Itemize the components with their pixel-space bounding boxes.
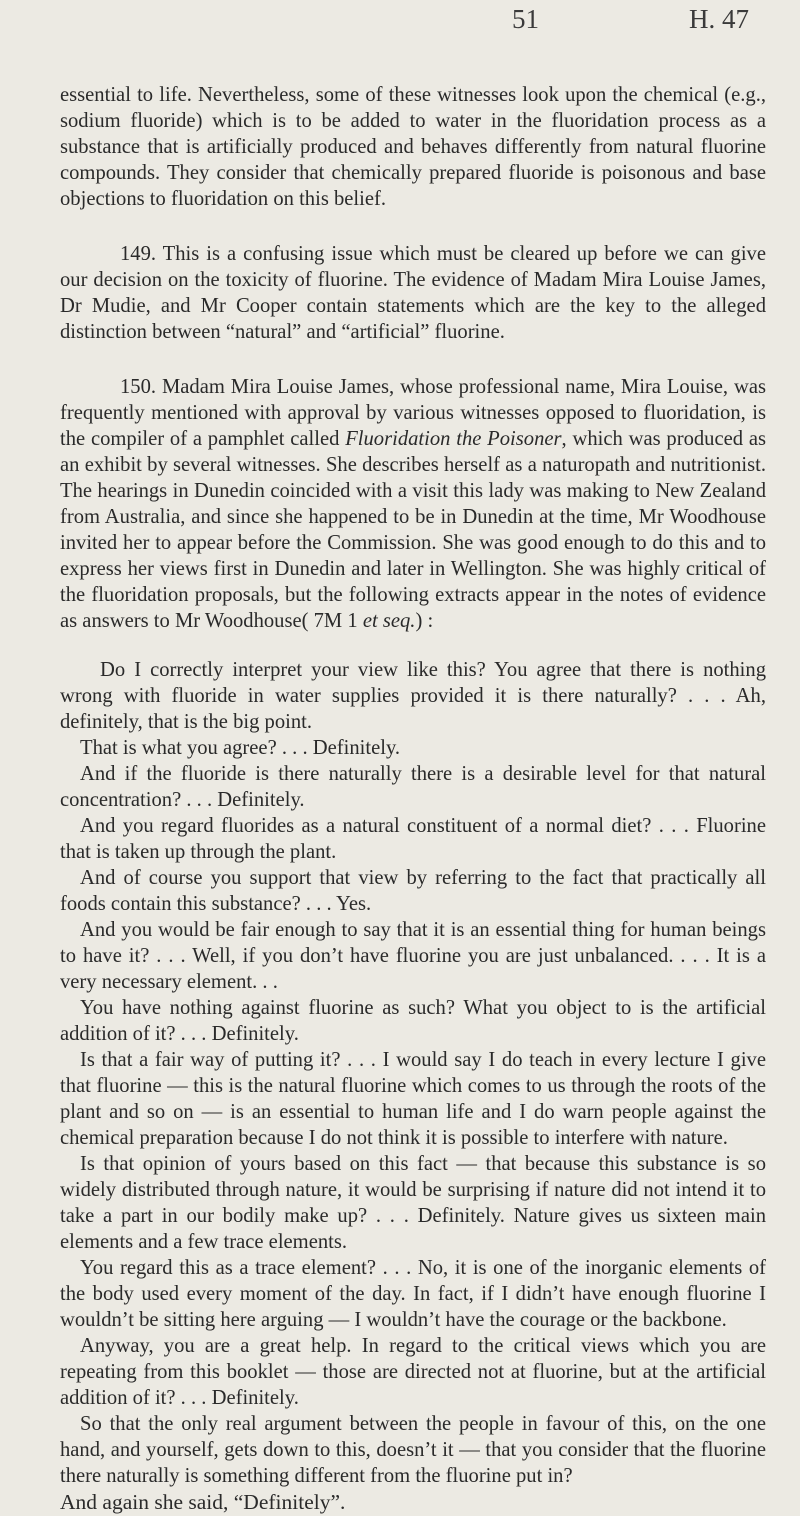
- body-text: [60, 82, 766, 1516]
- paragraph-150: [60, 374, 766, 634]
- evidence-extract: [60, 657, 766, 1489]
- qa-item: And you would be fair enough to say that it is an essential thing for human beings to have it? . . . Well, if you don’t have fluorine you are just unbalanced. . . . It is a very necessary element. . .: [60, 919, 766, 993]
- closing-line: And again she said, “Definitely”.: [60, 1490, 346, 1514]
- qa-item: Anyway, you are a great help. In regard to the critical views which you are repeating from this booklet — those are directed not at fluorine, but at the artificial addition of it? . . . Definitely.: [60, 1335, 766, 1409]
- qa-item: Is that opinion of yours based on this fact — that because this substance is so widely distributed through nature, it would be surprising if nature did not intend it to take a part in our bodily make up? . . . Definitely. Nature gives us sixteen main elements and a few trace elements.: [60, 1153, 766, 1253]
- qa-item: You have nothing against fluorine as such? What you object to is the artificial addition of it? . . . Definitely.: [60, 997, 766, 1045]
- page-number: 51: [512, 4, 539, 34]
- pamphlet-title: Fluoridation the Poisoner: [345, 428, 562, 450]
- qa-item: And if the fluoride is there naturally there is a desirable level for that natural concentration? . . . Definitely.: [60, 763, 766, 811]
- et-seq: et seq.: [362, 610, 416, 632]
- paragraph-150-part-b: , which was produced as an exhibit by several witnesses. She describes herself as a naturopath and nutritionist. The hearings in Dunedin coincided with a visit this lady was making to New Zealand from Australia, and since she happened to be in Dunedin at the time, Mr Woodhouse invited her to appear before the Commission. She was good enough to do this and to express her views first in Dunedin and later in Wellington. She was highly critical of the fluoridation proposals, but the following extracts appear in the notes of evidence as answers to Mr Woodhouse( 7M 1: [60, 428, 766, 632]
- page-header: [0, 4, 800, 40]
- qa-item: You regard this as a trace element? . . . No, it is one of the inorganic elements of the body used every moment of the day. In fact, if I didn’t have enough fluorine I wouldn’t be sitting here arguing — I wouldn’t have the courage or the backbone.: [60, 1257, 766, 1331]
- qa-item: Do I correctly interpret your view like this? You agree that there is nothing wrong with fluoride in water supplies provided it is there naturally? . . . Ah, definitely, that is the big point.: [60, 659, 766, 733]
- paragraph-149: 149. This is a confusing issue which must be cleared up before we can give our decision on the toxicity of fluorine. The evidence of Madam Mira Louise James, Dr Mudie, and Mr Cooper contain statements which are the key to the alleged distinction between “natural” and “artificial” fluorine.: [60, 243, 766, 343]
- qa-item: That is what you agree? . . . Definitely.: [80, 737, 401, 759]
- document-reference: H. 47: [689, 4, 749, 34]
- qa-item: And you regard fluorides as a natural constituent of a normal diet? . . . Fluorine that is taken up through the plant.: [60, 815, 766, 863]
- qa-item: So that the only real argument between the people in favour of this, on the one hand, and yourself, gets down to this, doesn’t it — that you consider that the fluorine there naturally is something different from the fluorine put in?: [60, 1413, 766, 1487]
- qa-item: Is that a fair way of putting it? . . . I would say I do teach in every lecture I give that fluorine — this is the natural fluorine which comes to us through the roots of the plant and so on — is an essential to human life and I do warn people against the chemical preparation because I do not think it is possible to interfere with nature.: [60, 1049, 766, 1149]
- paragraph-150-part-c: ) :: [415, 610, 434, 632]
- qa-item: And of course you support that view by referring to the fact that practically all foods contain this substance? . . . Yes.: [60, 867, 766, 915]
- paragraph-150-part-a: 150. Madam Mira Louise James, whose professional name, Mira Louise, was frequently mentioned with approval by various witnesses opposed to fluoridation, is the compiler of a pamphlet called: [60, 376, 766, 450]
- paragraph-intro: essential to life. Nevertheless, some of these witnesses look upon the chemical (e.g., sodium fluoride) which is to be added to water in the fluoridation process as a substance that is artificially produced and behaves differently from natural fluorine compounds. They consider that chemically prepared fluoride is poisonous and base objections to fluoridation on this belief.: [60, 84, 766, 210]
